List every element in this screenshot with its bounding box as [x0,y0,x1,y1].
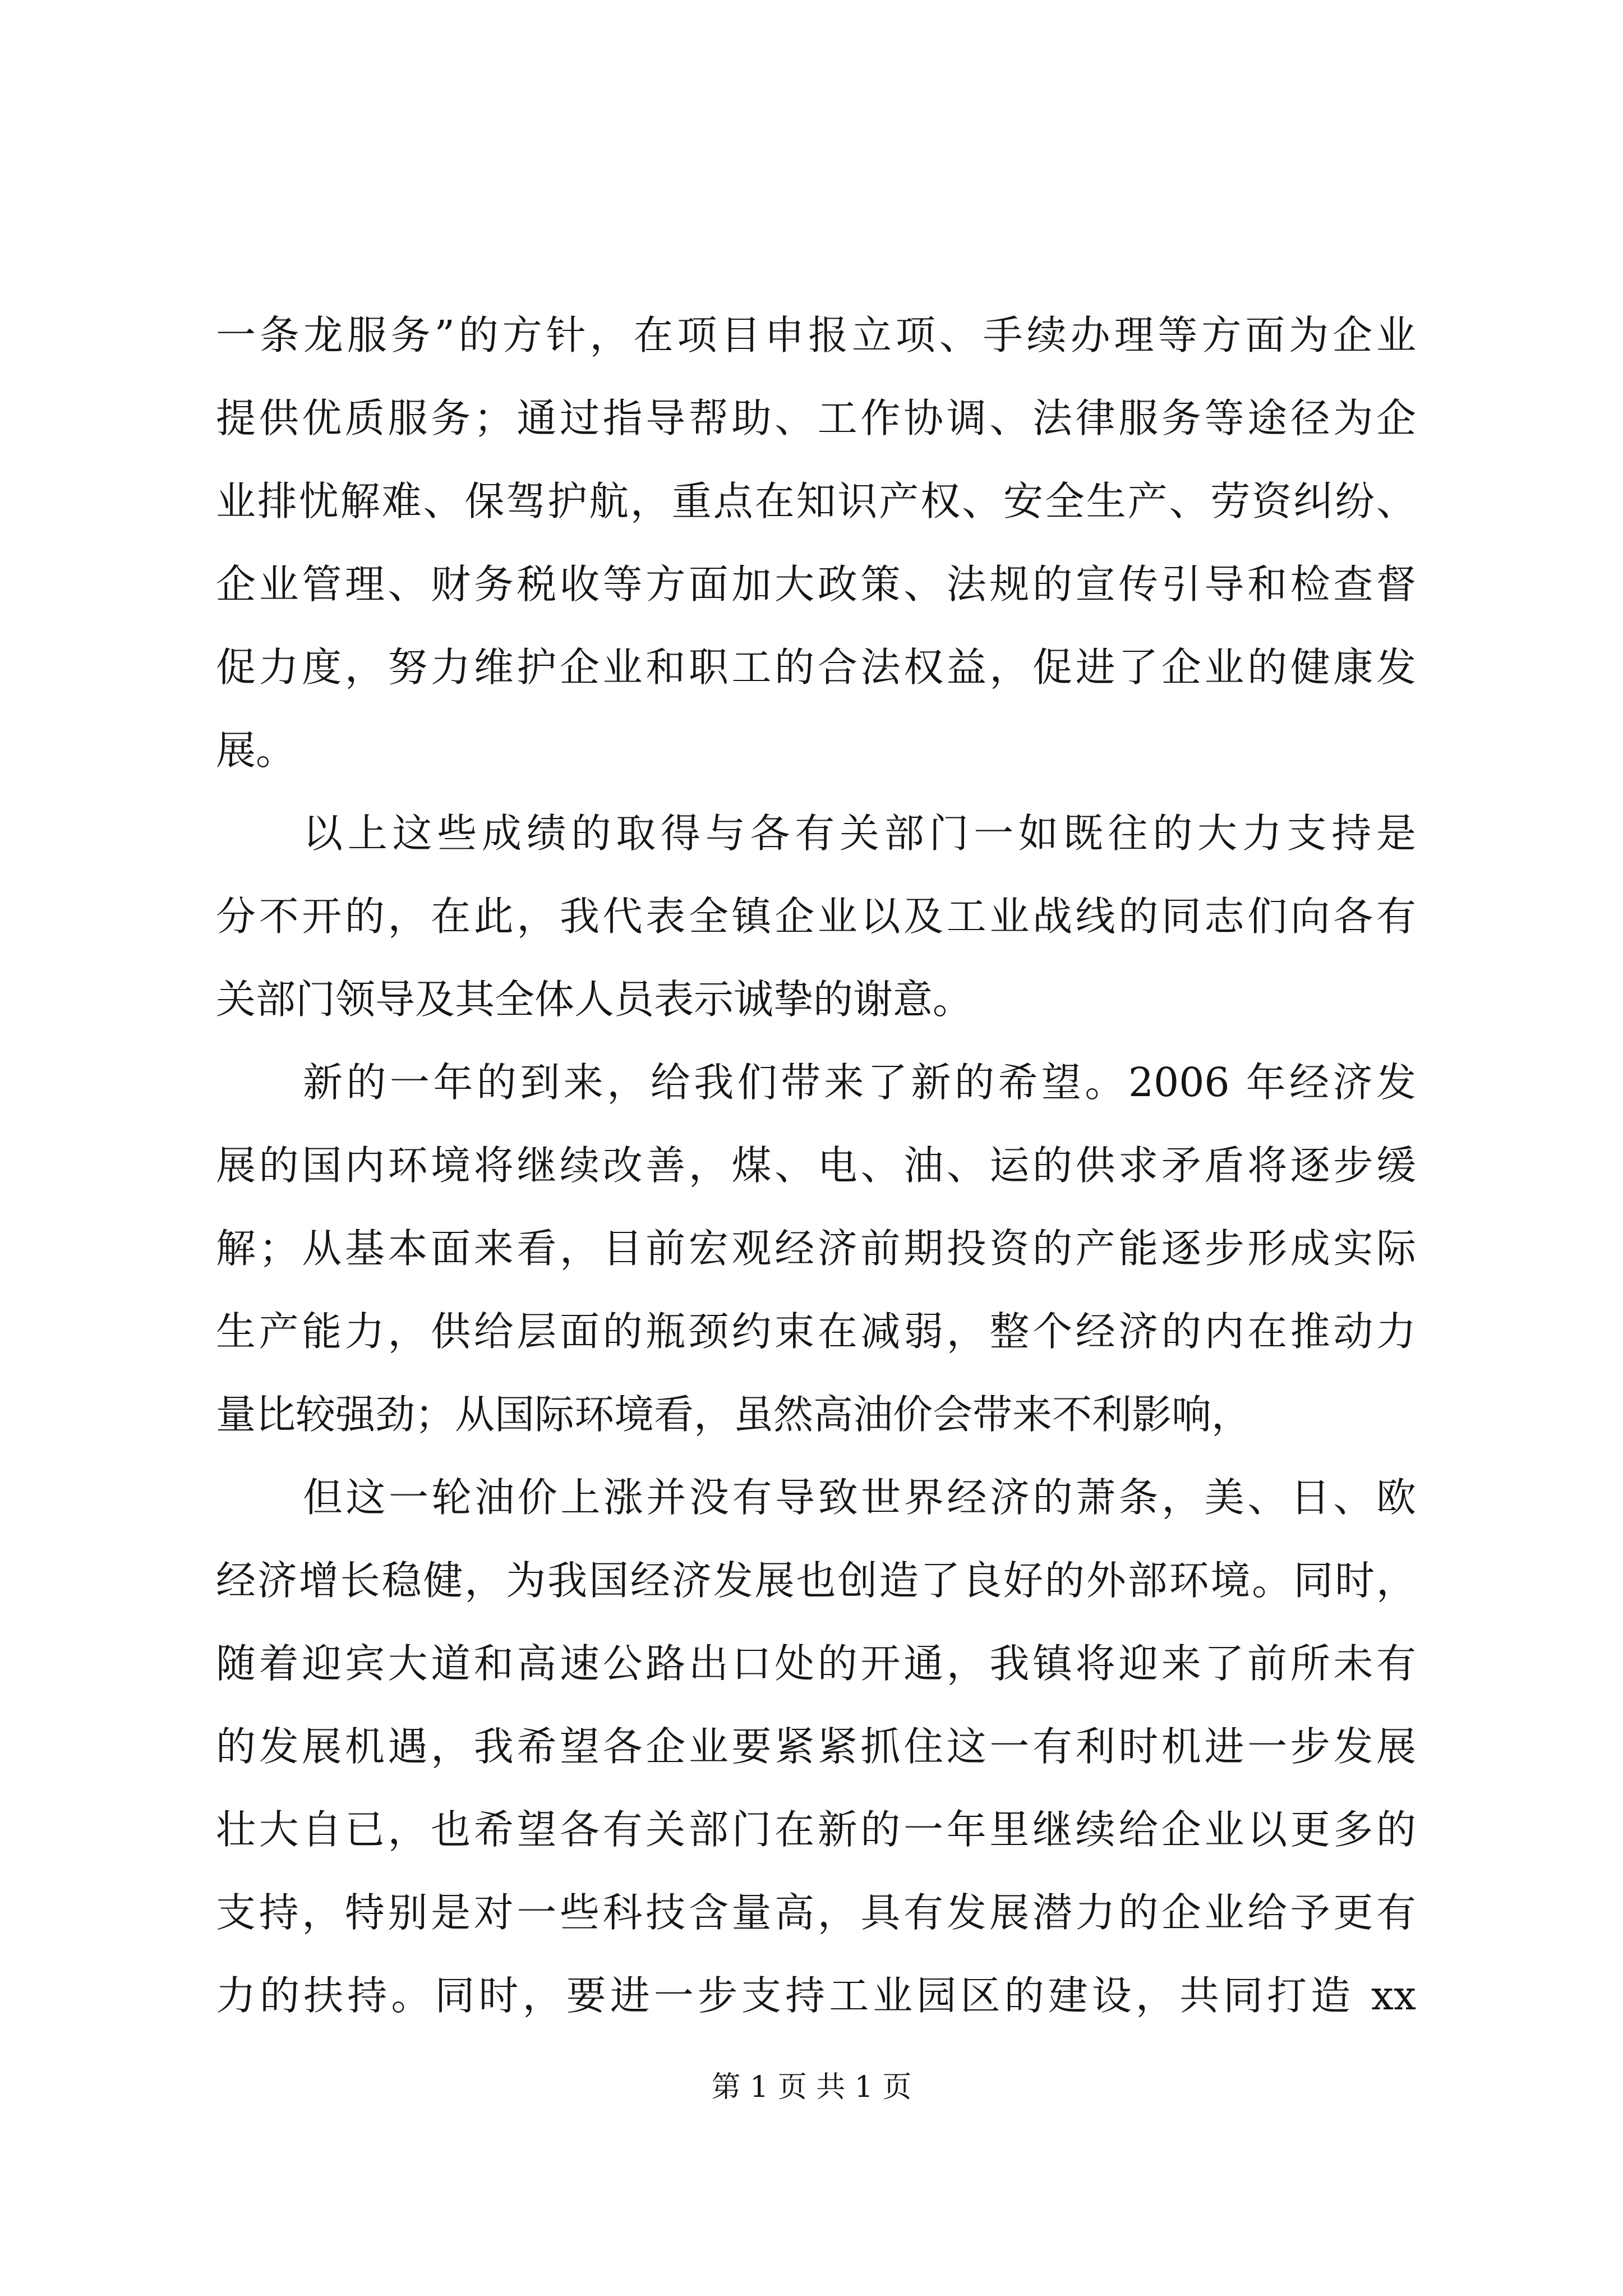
text-line: 业排忧解难、保驾护航，重点在知识产权、安全生产、劳资纠纷、 [216,478,1416,524]
text-line: 量比较强劲；从国际环境看，虽然高油价会带来不利影响， [216,1391,1252,1438]
text-line: 展。 [216,727,296,774]
text-line: 企业管理、财务税收等方面加大政策、法规的宣传引导和检查督 [216,561,1416,608]
text-line: 的发展机遇，我希望各企业要紧紧抓住这一有利时机进一步发展 [216,1723,1416,1770]
text-line: 提供优质服务；通过指导帮助、工作协调、法律服务等途径为企 [216,395,1416,441]
text-line: 展的国内环境将继续改善，煤、电、油、运的供求矛盾将逐步缓 [216,1142,1416,1189]
page-footer: 第 1 页 共 1 页 [711,2070,912,2104]
text-line: 随着迎宾大道和高速公路出口处的开通，我镇将迎来了前所未有 [216,1640,1416,1687]
text-line: 生产能力，供给层面的瓶颈约束在减弱，整个经济的内在推动力 [216,1308,1416,1355]
text-line: 分不开的，在此，我代表全镇企业以及工业战线的同志们向各有 [216,893,1416,940]
text-line: 但这一轮油价上涨并没有导致世界经济的萧条，美、日、欧 [303,1474,1416,1521]
text-line: 新的一年的到来，给我们带来了新的希望。2006 年经济发 [303,1059,1416,1106]
text-line: 促力度，努力维护企业和职工的合法权益，促进了企业的健康发 [216,644,1416,691]
text-line: 壮大自已，也希望各有关部门在新的一年里继续给企业以更多的 [216,1806,1416,1853]
text-line: 关部门领导及其全体人员表示诚挚的谢意。 [216,976,973,1023]
text-line: 一条龙服务”的方针，在项目申报立项、手续办理等方面为企业 [216,312,1416,358]
text-line: 力的扶持。同时，要进一步支持工业园区的建设，共同打造 xx [216,1972,1416,2019]
text-line: 解；从基本面来看，目前宏观经济前期投资的产能逐步形成实际 [216,1225,1416,1272]
text-line: 支持，特别是对一些科技含量高，具有发展潜力的企业给予更有 [216,1889,1416,1936]
text-line: 以上这些成绩的取得与各有关部门一如既往的大力支持是 [303,810,1416,857]
text-line: 经济增长稳健，为我国经济发展也创造了良好的外部环境。同时， [216,1557,1416,1604]
